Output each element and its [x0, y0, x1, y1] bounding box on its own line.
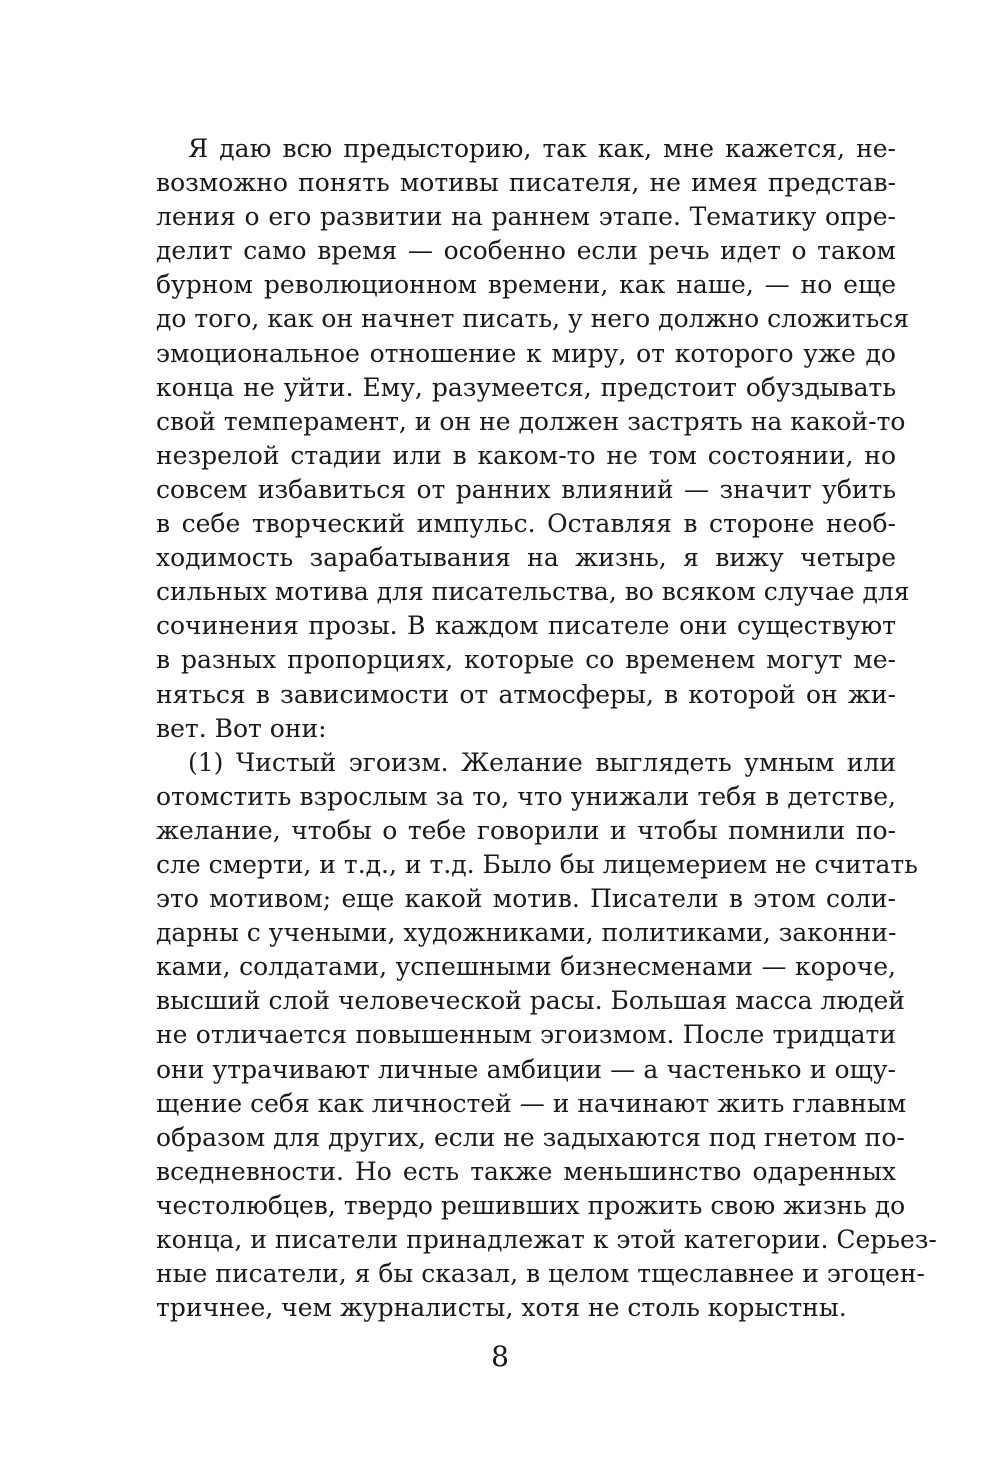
text-line: сочинения прозы. В каждом писателе они существуют — [156, 611, 896, 641]
text-line: возможно понять мотивы писателя, не имея представ- — [156, 168, 896, 198]
text-line: бурном революционном времени, как наше, — но еще — [156, 270, 896, 300]
text-line: честолюбцев, твердо решивших прожить свою жизнь до — [156, 1190, 906, 1220]
text-line: конца не уйти. Ему, разумеется, предстоит обуздывать — [156, 372, 896, 402]
text-line: свой темперамент, и он не должен застрять на какой-то — [156, 406, 906, 436]
text-line: дарны с учеными, художниками, политиками, законни- — [156, 918, 897, 948]
text-line: няться в зависимости от атмосферы, в которой он жи- — [156, 679, 896, 709]
text-line: ходимость зарабатывания на жизнь, я вижу четыре — [156, 543, 896, 573]
text-line: они утрачивают личные амбиции — а частенько и ощу- — [156, 1054, 896, 1084]
text-line: высший слой человеческой расы. Большая масса людей — [156, 986, 905, 1016]
text-line: ные писатели, я бы сказал, в целом тщеславнее и эгоцен- — [156, 1259, 925, 1289]
text-line: не отличается повышенным эгоизмом. После тридцати — [156, 1020, 896, 1050]
text-line: совсем избавиться от ранних влияний — значит убить — [156, 474, 896, 504]
text-line: в разных пропорциях, которые со временем могут ме- — [156, 645, 896, 675]
text-line: ками, солдатами, успешными бизнесменами — короче, — [156, 952, 896, 982]
text-line: до того, как он начнет писать, у него должно сложиться — [156, 304, 909, 334]
body-text — [156, 132, 937, 1325]
text-line: вседневности. Но есть также меньшинство одаренных — [156, 1156, 896, 1186]
text-line: в себе творческий импульс. Оставляя в стороне необ- — [156, 509, 896, 539]
text-line: желание, чтобы о тебе говорили и чтобы помнили по- — [156, 815, 896, 845]
text-line: Я даю всю предысторию, так как, мне кажется, не- — [188, 134, 896, 163]
text-line: вет. Вот они: — [156, 713, 327, 743]
text-line: незрелой стадии или в каком-то не том состоянии, но — [156, 440, 896, 470]
text-line: это мотивом; еще какой мотив. Писатели в этом соли- — [156, 884, 896, 914]
paragraph-1 — [156, 132, 910, 746]
paragraph-2 — [156, 746, 937, 1326]
text-line: (1) Чистый эгоизм. Желание выглядеть умным или — [188, 747, 896, 777]
text-line: отомстить взрослым за то, что унижали тебя в детстве, — [156, 781, 896, 811]
text-line: щение себя как личностей — и начинают жить главным — [156, 1088, 907, 1118]
text-line: делит само время — особенно если речь идет о таком — [156, 236, 896, 266]
text-line: ления о его развитии на раннем этапе. Тематику опре- — [156, 202, 896, 232]
text-line: эмоциональное отношение к миру, от которого уже до — [156, 338, 896, 368]
text-line: тричнее, чем журналисты, хотя не столь корыстны. — [156, 1293, 847, 1323]
text-line: конца, и писатели принадлежат к этой категории. Серьез- — [156, 1225, 937, 1254]
text-line: образом для других, если не задыхаются под гнетом по- — [156, 1122, 905, 1152]
text-line: сле смерти, и т.д., и т.д. Было бы лицемерием не считать — [156, 849, 918, 879]
text-line: сильных мотива для писательства, во всяком случае для — [156, 577, 910, 607]
page-number: 8 — [491, 1340, 509, 1373]
